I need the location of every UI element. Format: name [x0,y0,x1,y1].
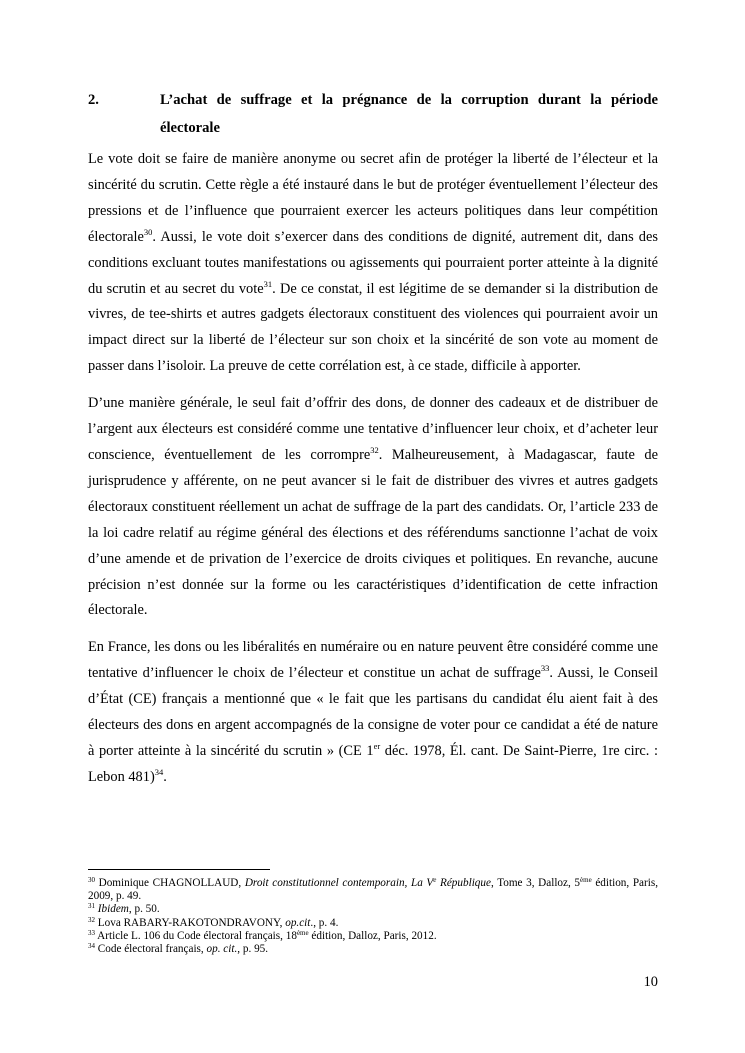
paragraph [88,635,658,790]
text-run: , Tome 3, Dalloz, 5 [490,877,581,889]
footnote-ref: 31 [88,902,95,911]
text-run: . [163,768,167,785]
superscript: e [433,876,437,884]
footnote [88,930,658,943]
text-run: Article L. 106 du Code électoral français, 18 [95,929,297,942]
footnote [88,917,658,930]
footnote-ref: ème [296,928,309,937]
text-run: . Aussi, le vote doit s’exercer dans des conditions de dignité, autrement dit, dans des conditions excluant toutes manifestations ou agissements qui pourraient porter atteinte à la dignité du scrutin et au secret du vote [88,228,658,297]
text-run: Lova RABARY-RAKOTONDRAVONY, [95,916,286,929]
footnotes [88,877,658,956]
text-run: . De ce constat, il est légitime de se demander si la distribution de vivres, de tee-shirts et autres gadgets électoraux constituent des violences qui pourraient avoir un impact direct sur la liberté de l’électeur sur son choix et la sincérité de son vote au moment de passer dans l’isoloir. La preuve de cette corrélation est, à ce stade, difficile à apporter. [88,280,658,375]
italic-text: République [436,877,491,889]
footnote [88,877,658,903]
text-run: En France, les dons ou les libéralités en numéraire ou en nature peuvent être considéré comme une tentative d’influencer le choix de l’électeur et constitue un achat de suffrage [88,639,658,682]
text-run: . Aussi, le Conseil d’État (CE) français a mentionné que « le fait que les partisans du candidat élu aient fait à des électeurs des dons en argent accompagnés de la consigne de voter pour ce candidat a été de nature à porter atteinte à la sincérité du scrutin » (CE 1 [88,665,658,759]
body-text [88,147,658,802]
italic-text: Droit constitutionnel contemporain, La V [244,877,434,889]
footnote-ref: er [373,740,381,751]
text-run: . Malheureusement, à Madagascar, faute de jurisprudence y afférente, on ne peut avancer si le fait de distribuer des vivres et autres gadgets électoraux constituent réellement un achat de suffrage de la part des candidats. Or, l’article 233 de la loi cadre relatif au régime général des élections et des référendums sanctionne l’achat de voix d’une amende et de privation de l’exercice de droits civiques et politiques. En revanche, aucune précision n’est donnée sur la forme ou les caractéristiques d’identification de cette infraction électorale. [88,446,658,619]
footnote-ref: 33 [540,663,550,674]
footnote-ref: 34 [154,766,164,777]
footnote-separator [88,869,270,870]
italic-text: op.cit [285,916,311,929]
section-number: 2. [88,92,99,108]
footnote-ref: 32 [88,915,95,924]
paragraph [88,391,658,624]
text-run: ., p. 4. [310,916,339,929]
text-run: déc. 1978, Él. cant. De Saint-Pierre, 1re circ. : Lebon 481) [88,742,658,785]
text-run: , p. 50. [128,903,160,916]
text-run: Code électoral français, [95,943,207,956]
footnote-ref: 34 [88,942,95,951]
footnote-ref: ème [580,876,592,884]
footnote-ref: 32 [370,444,379,455]
footnote-ref: 33 [88,928,95,937]
text-run: édition, Paris, 2009, p. 49. [88,877,658,903]
text-run: , p. 95. [237,943,269,956]
footnote-ref: 30 [88,876,95,884]
paragraph [88,147,658,380]
footnote-ref: 31 [263,278,273,289]
page-number: 10 [643,974,658,990]
text-run: D’une manière générale, le seul fait d’offrir des dons, de donner des cadeaux et de distribuer de l’argent aux électeurs est considéré comme une tentative d’influencer leur choix, et d’acheter leur conscience, éventuellement de les corrompre [88,395,658,463]
text-run: édition, Dalloz, Paris, 2012. [308,929,437,942]
footnote [88,943,658,956]
footnote [88,903,658,916]
italic-text: Ibidem [97,903,129,916]
text-run: Dominique CHAGNOLLAUD, [95,877,245,889]
italic-text: op. cit. [206,943,238,956]
text-run: Le vote doit se faire de manière anonyme ou secret afin de protéger la liberté de l’électeur et la sincérité du scrutin. Cette règle a été instauré dans le but de protéger éventuellement l’électeur des pressions et de l’influence que pourraient exercer les acteurs politiques dans leur compétition électorale [88,151,658,245]
section-title: L’achat de suffrage et la prégnance de la corruption durant la période électorale [160,92,658,136]
footnote-ref: 30 [143,226,153,237]
